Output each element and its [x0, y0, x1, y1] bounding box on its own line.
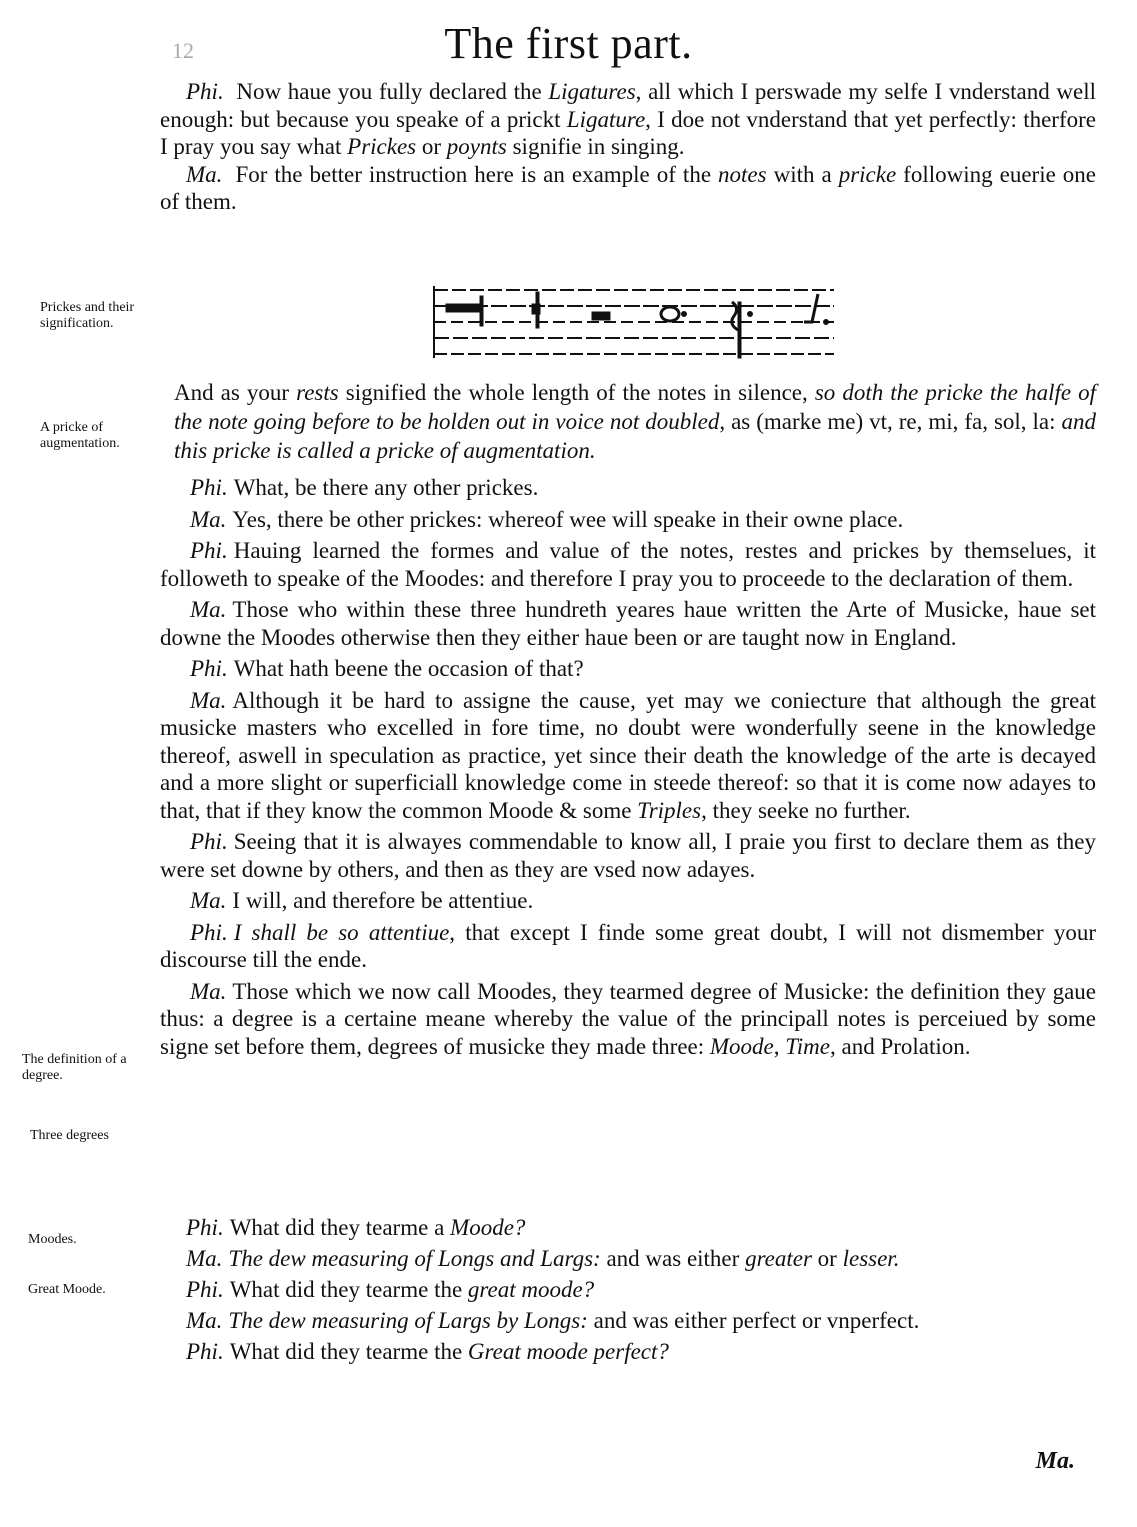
margin-note-augmentation: A pricke of augmentation. [40, 420, 120, 451]
short-dialogue-lines [186, 1212, 1086, 1367]
line-ma-great-moode: Ma. The dew measuring of Largs by Longs: and was either perfect or vnperfect. [186, 1308, 920, 1333]
margin-note-three-degrees: Three degrees [30, 1128, 109, 1143]
paragraph-phi-declare: Phi. Seeing that it is alwayes commendable to know all, I praie you first to declare them as they were set downe by others, and then as they are vsed now adayes. [160, 829, 1096, 882]
line-phi-great-moode: Phi. What did they tearme the great moode? [186, 1277, 595, 1302]
paragraph-rests: And as your rests signified the whole length of the notes in silence, so doth the pricke the halfe of the note going before to be holden out in voice not doubled, as (marke me) vt, re, mi, fa, sol, la: and this pricke is called a pricke of augmentation. [174, 380, 1097, 463]
music-notes [446, 292, 829, 358]
margin-note-moodes: Moodes. [28, 1232, 77, 1247]
paragraph-ma-example: Ma. For the better instruction here is an example of the notes with a pricke following euerie one of them. [160, 161, 1097, 214]
line-phi-moode: Phi. What did they tearme a Moode? [186, 1215, 526, 1240]
intro-block [160, 78, 1096, 216]
line-ma-moode: Ma. The dew measuring of Longs and Largs: and was either greater or lesser. [186, 1246, 900, 1271]
margin-note-definition: The definition of a degree. [22, 1052, 127, 1083]
paragraph-ma-cause: Ma. Although it be hard to assigne the cause, yet may we coniecture that although the great musicke masters who excelled in fore time, no doubt were wonderfully seene in the knowledge thereof, aswell in speculation as practice, yet since their death the knowledge of the arte is decayed and a more slight or superficiall knowledge come in steede thereof: so that it is come now adayes to that, that if they know the common Moode & some Triples, they seeke no further. [160, 687, 1096, 823]
speaker-label: Ma. [186, 161, 223, 187]
music-staff-example [432, 282, 836, 364]
main-text-block [174, 378, 1096, 465]
margin-note-great-moode: Great Moode. [28, 1282, 106, 1297]
paragraph-ma-arte: Ma. Those who within these three hundreth yeares haue written the Arte of Musicke, haue set downe the Moodes otherwise then they either haue been or are taught now in England. [160, 597, 1096, 650]
margin-note-pricks: Prickes and their signification. [40, 300, 135, 331]
paragraph-phi-ligatures: Phi. Now haue you fully declared the Ligatures, all which I perswade my selfe I vnderstand well enough: but because you speake of a prickt Ligature, I doe not vnderstand that yet perfectly: therfore I pray you say what Prickes or poynts signifie in singing. [160, 79, 1096, 159]
dialogue-block [160, 474, 1096, 1060]
paragraph-ma-degrees: Ma. Those which we now call Moodes, they tearmed degree of Musicke: the definition they gaue thus: a degree is a certaine meane whereby the value of the principall notes is perceiued by some signe set before them, degrees of musicke they made three: Moode, Time, and Prolation. [160, 978, 1096, 1059]
paragraph-phi-moodes: Phi. Hauing learned the formes and value of the notes, restes and prickes by themselues, it followeth to speake of the Moodes: and therefore I pray you to proceede to the declaration of them. [160, 538, 1096, 591]
paragraph-ma-attentiue: Ma. I will, and therefore be attentiue. [190, 888, 534, 913]
paragraph-ma-other-prickes: Ma. Yes, there be other prickes: whereof wee will speake in their owne place. [190, 506, 904, 532]
speaker-label: Phi. [186, 79, 224, 104]
page-title: The first part. [444, 19, 693, 68]
paragraph-phi-attentiue: Phi. I shall be so attentiue, that except I finde some great doubt, I will not dismember your discourse till the ende. [160, 919, 1096, 972]
line-phi-great-moode-perfect: Phi. What did they tearme the Great moode perfect? [186, 1339, 669, 1364]
paragraph-phi-occasion: Phi. What hath beene the occasion of that? [190, 656, 584, 681]
paragraph-phi-other-prickes: Phi. What, be there any other prickes. [190, 475, 539, 500]
folio-number: 12 [172, 38, 194, 63]
catchword: Ma. [1035, 1448, 1075, 1474]
